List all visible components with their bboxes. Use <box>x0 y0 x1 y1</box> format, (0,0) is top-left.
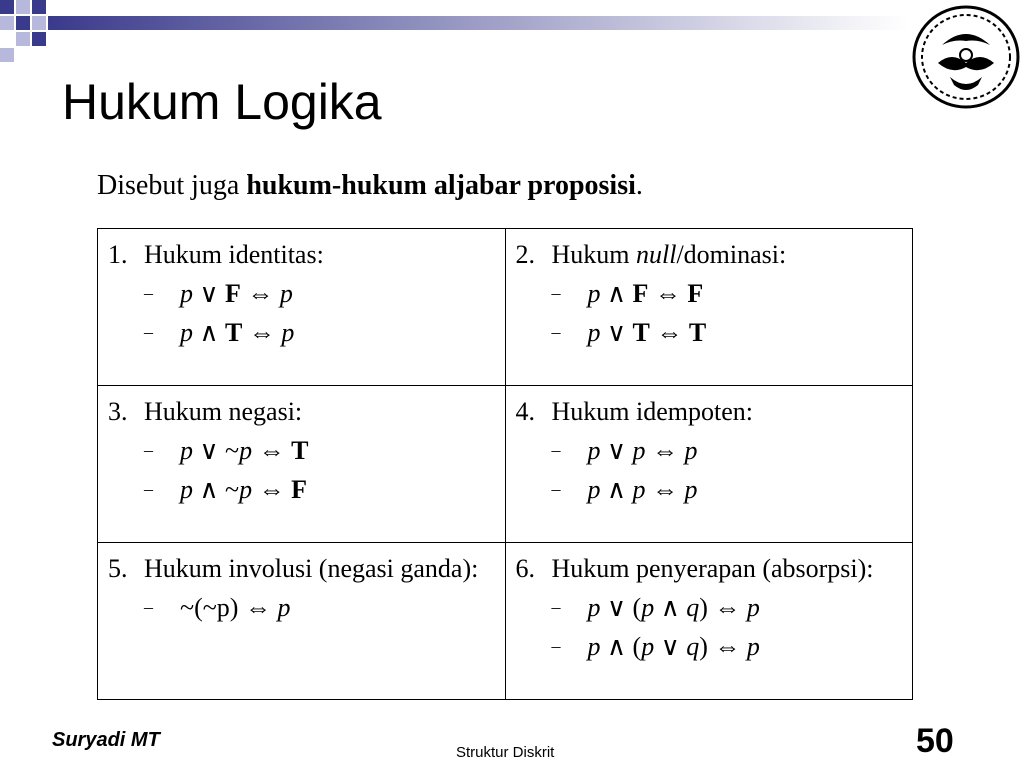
dash-bullet: – <box>144 597 153 617</box>
law-number: 5. <box>108 554 128 583</box>
dash-bullet: – <box>144 440 153 460</box>
law-heading <box>108 392 495 431</box>
law-cell-1 <box>98 229 506 386</box>
law-heading <box>516 392 903 431</box>
law-formula <box>516 313 903 352</box>
law-formula <box>516 431 903 470</box>
law-label: Hukum negasi: <box>144 397 303 426</box>
formula-text: p ∧ (p ∨ q) ⇔ p <box>587 632 760 661</box>
subtitle-period: . <box>635 170 643 201</box>
law-cell-5 <box>98 543 506 700</box>
logic-laws-table <box>97 228 913 700</box>
law-formula <box>108 470 495 509</box>
law-label: Hukum null/dominasi: <box>551 240 787 269</box>
formula-text: p ∧ F ⇔ F <box>587 279 704 308</box>
law-number: 6. <box>515 554 535 583</box>
dash-bullet: – <box>144 283 153 303</box>
subtitle-text: Disebut juga <box>97 170 247 201</box>
dash-bullet: – <box>551 636 561 656</box>
law-cell-2 <box>505 229 913 386</box>
law-number: 2. <box>515 240 535 269</box>
law-number: 4. <box>515 397 535 426</box>
formula-text: p ∨ F ⇔ p <box>180 279 293 308</box>
formula-text: p ∨ T ⇔ T <box>587 318 707 347</box>
formula-text: p ∧ p ⇔ p <box>587 475 698 504</box>
law-formula <box>516 274 903 313</box>
table-row <box>98 229 913 386</box>
law-heading <box>516 549 903 588</box>
law-label: Hukum identitas: <box>144 240 324 269</box>
law-cell-4 <box>505 386 913 543</box>
law-formula <box>516 470 903 509</box>
subtitle-bold-text: hukum-hukum aljabar proposisi <box>246 170 636 201</box>
law-formula <box>516 627 903 666</box>
footer-course: Struktur Diskrit <box>456 744 555 761</box>
dash-bullet: – <box>551 597 561 617</box>
slide-title: Hukum Logika <box>62 74 382 130</box>
dash-bullet: – <box>551 283 561 303</box>
footer-author: Suryadi MT <box>52 729 160 751</box>
law-cell-3 <box>98 386 506 543</box>
table-row <box>98 386 913 543</box>
page-number: 50 <box>916 722 954 760</box>
formula-text: p ∨ p ⇔ p <box>587 436 698 465</box>
header-decoration <box>0 0 1024 70</box>
slide-subtitle <box>97 166 643 206</box>
law-label: Hukum idempoten: <box>551 397 753 426</box>
law-formula <box>108 274 495 313</box>
law-label: Hukum penyerapan (absorpsi): <box>551 554 874 583</box>
formula-text: p ∧ T ⇔ p <box>180 318 295 347</box>
formula-text: p ∧ ~p ⇔ F <box>180 475 307 504</box>
law-formula <box>516 588 903 627</box>
law-heading <box>516 235 903 274</box>
dash-bullet: – <box>551 479 561 499</box>
formula-text: ~(~p) ⇔ p <box>180 593 291 622</box>
law-heading <box>108 235 495 274</box>
law-formula <box>108 313 495 352</box>
law-number: 3. <box>108 397 128 426</box>
law-formula <box>108 431 495 470</box>
law-label: Hukum involusi (negasi ganda): <box>144 554 479 583</box>
law-formula <box>108 588 495 627</box>
law-number: 1. <box>108 240 128 269</box>
law-heading <box>108 549 495 588</box>
table-row <box>98 543 913 700</box>
formula-text: p ∨ ~p ⇔ T <box>180 436 309 465</box>
university-logo <box>912 5 1020 113</box>
dash-bullet: – <box>144 479 153 499</box>
dash-bullet: – <box>144 322 153 342</box>
dash-bullet: – <box>551 440 561 460</box>
dash-bullet: – <box>551 322 561 342</box>
law-cell-6 <box>505 543 913 700</box>
formula-text: p ∨ (p ∧ q) ⇔ p <box>587 593 760 622</box>
